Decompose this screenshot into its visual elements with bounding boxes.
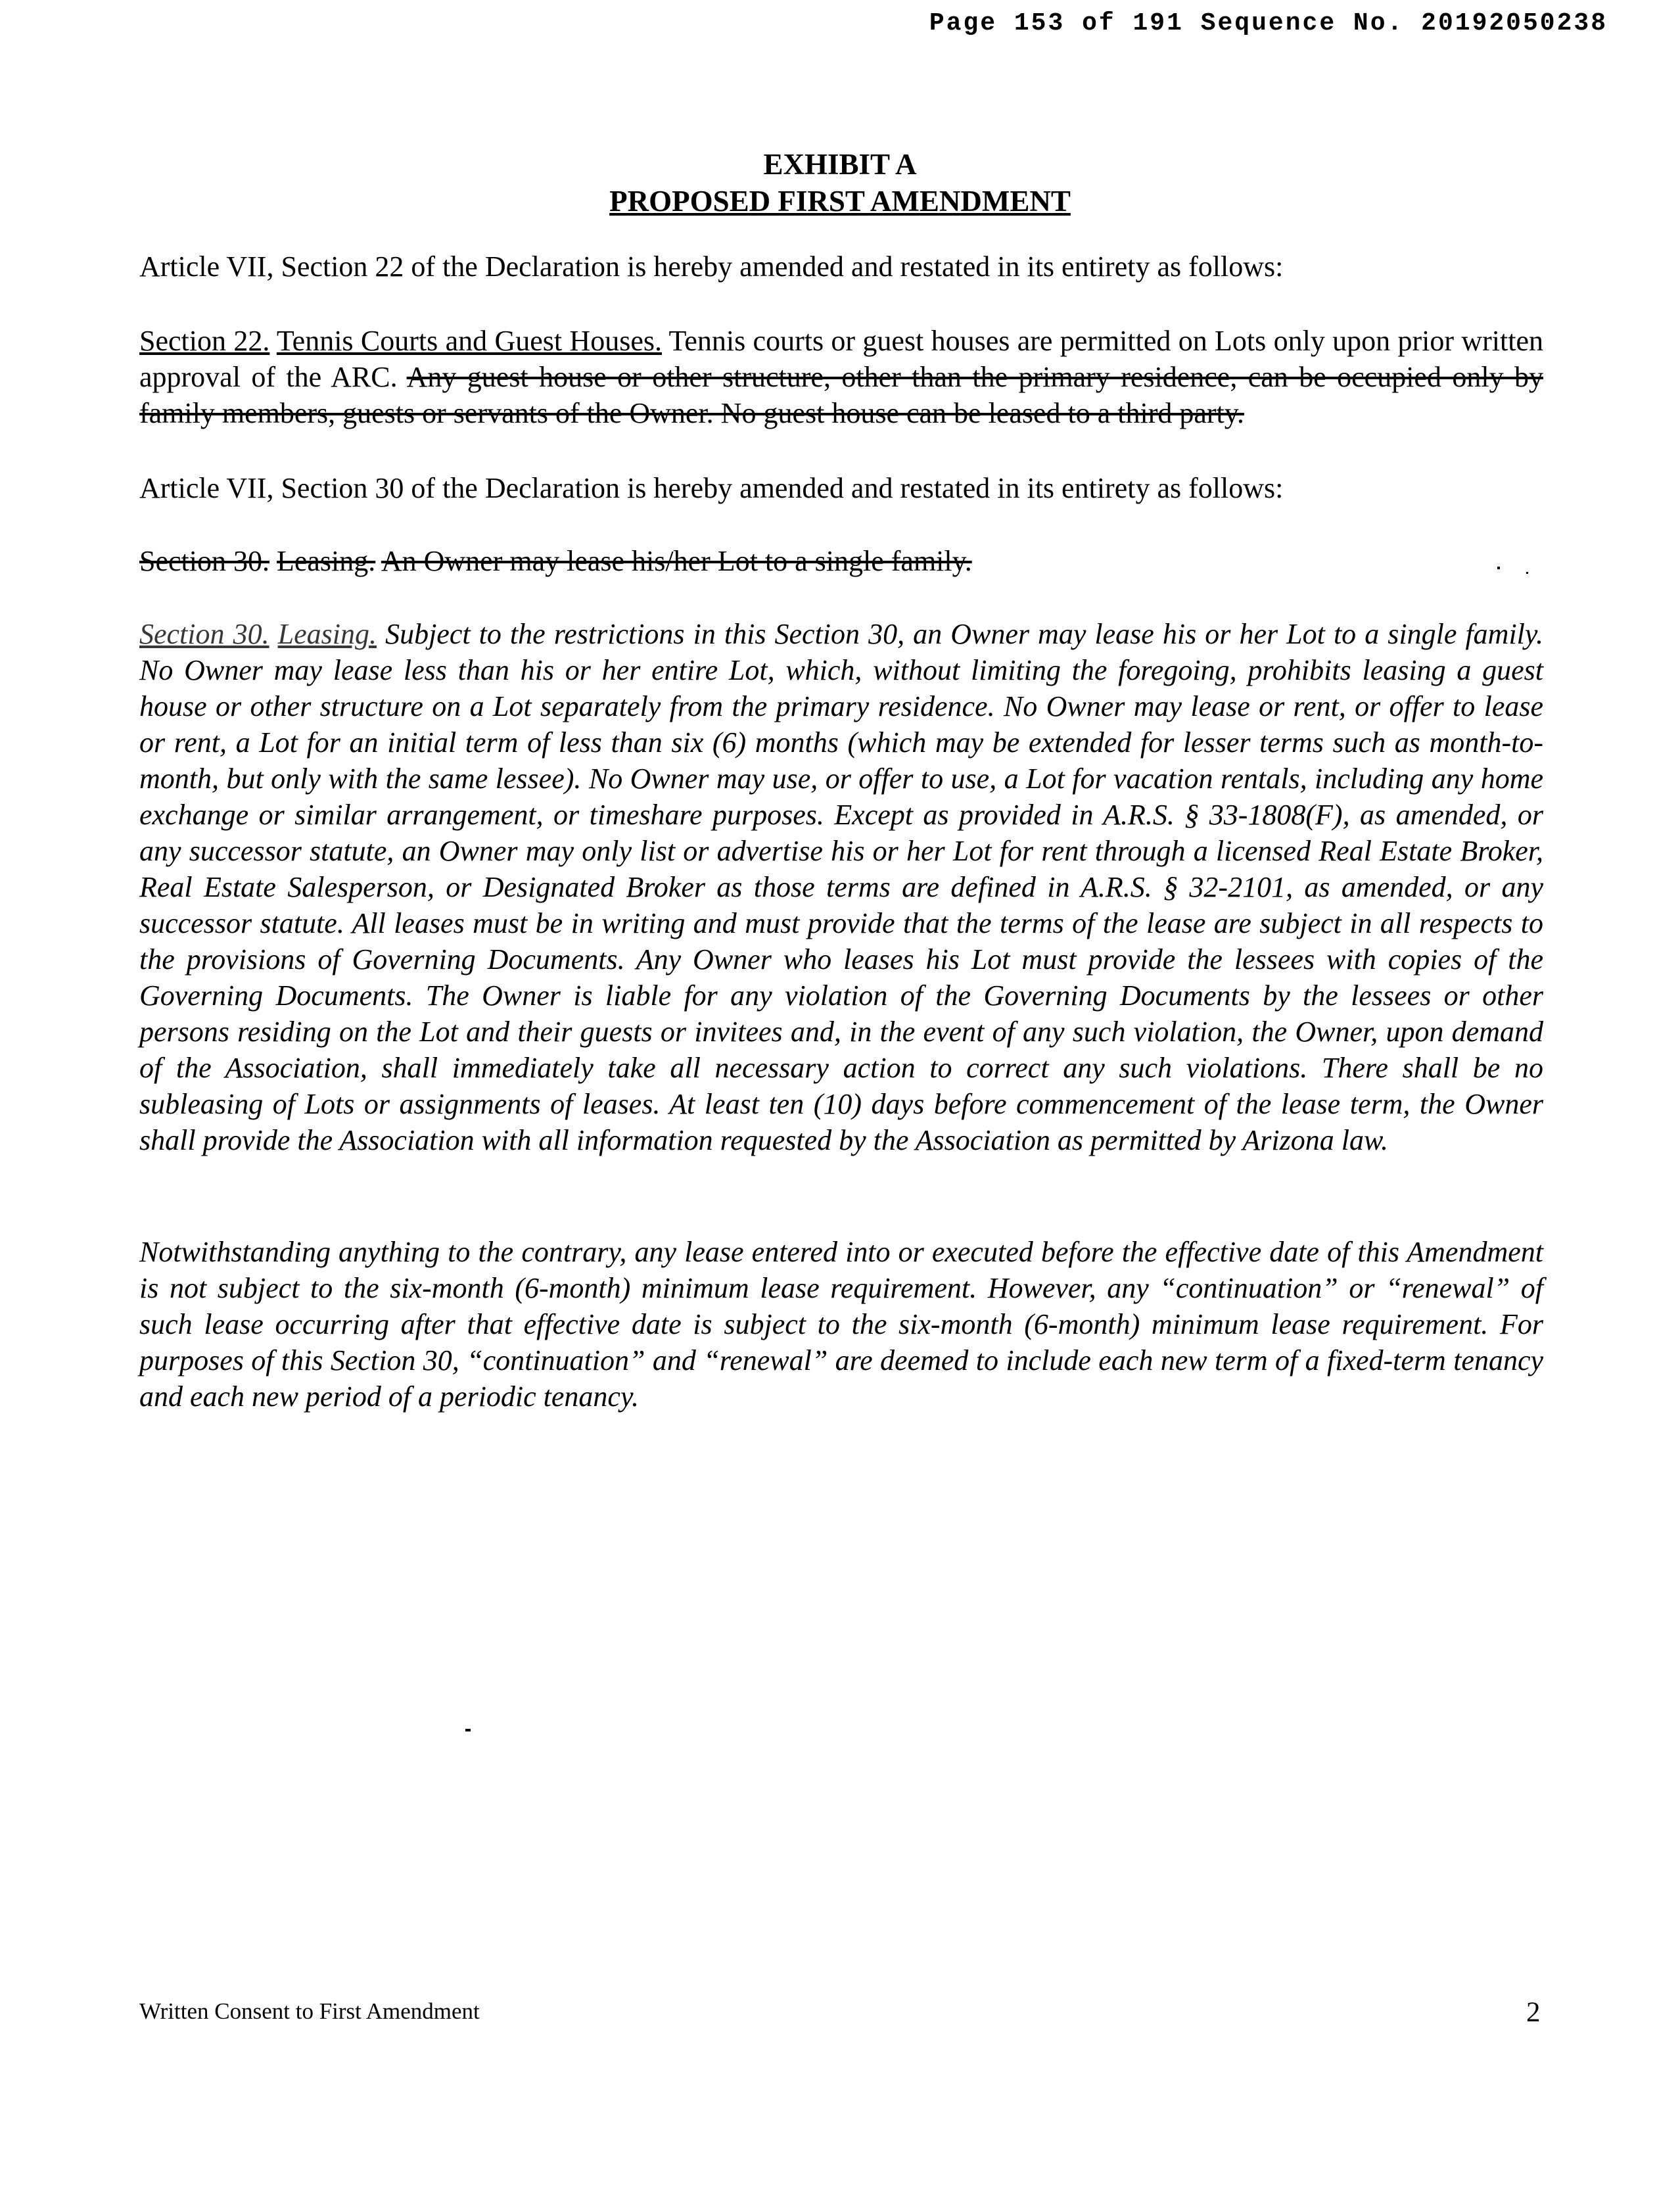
section-30-new-number: Section 30. <box>139 618 269 650</box>
section-30-old-number: Section 30. <box>139 545 269 577</box>
section-30-new-paragraph <box>139 616 1543 1158</box>
section-30-old-text: An Owner may lease his/her Lot to a single family. <box>381 545 972 577</box>
section-22-text: Tennis courts or guest houses are permitted on Lots only upon prior written approval of the ARC. <box>139 325 1543 393</box>
section-22-heading: Tennis Courts and Guest Houses. <box>276 325 662 357</box>
section-22-struck-text: Any guest house or other structure, other than the primary residence, can be occupied only by family members, guests or servants of the Owner. No guest house can be leased to a third party. <box>139 361 1543 429</box>
exhibit-title-line2: PROPOSED FIRST AMENDMENT <box>609 185 1071 218</box>
exhibit-title <box>0 146 1680 220</box>
exhibit-title-line1: EXHIBIT A <box>763 148 917 181</box>
footer-page-number: 2 <box>1526 1997 1541 2028</box>
page-sequence-header: Page 153 of 191 Sequence No. 20192050238 <box>929 9 1608 37</box>
section-30-old-heading: Leasing. <box>276 545 376 577</box>
section-30-new-text: Subject to the restrictions in this Section 30, an Owner may lease his or her Lot to a single family. No Owner may lease less than his or her entire Lot, which, without limiting the foregoing, prohibits leasing a guest house or other structure on a Lot separately from the primary residence. No Owner may lease or rent, or offer to lease or rent, a Lot for an initial term of less than six (6) months (which may be extended for lesser terms such as month-to-month, but only with the same lessee). No Owner may use, or offer to use, a Lot for vacation rentals, including any home exchange or similar arrangement, or timeshare purposes. Except as provided in A.R.S. § 33-1808(F), as amended, or any successor statute, an Owner may only list or advertise his or her Lot for rent through a licensed Real Estate Broker, Real Estate Salesperson, or Designated Broker as those terms are defined in A.R.S. § 32-2101, as amended, or any successor statute. All leases must be in writing and must provide that the terms of the lease are subject in all respects to the provisions of Governing Documents. Any Owner who leases his Lot must provide the lessees with copies of the Governing Documents. The Owner is liable for any violation of the Governing Documents by the lessees or other persons residing on the Lot and their guests or invitees and, in the event of any such violation, the Owner, upon demand of the Association, shall immediately take all necessary action to correct any such violations. There shall be no subleasing of Lots or assignments of leases. At least ten (10) days before commencement of the lease term, the Owner shall provide the Association with all information requested by the Association as permitted by Arizona law. <box>139 618 1543 1156</box>
section-22-number: Section 22. <box>139 325 270 357</box>
intro-section-30: Article VII, Section 30 of the Declaration is hereby amended and restated in its entirety as follows: <box>139 472 1284 504</box>
scan-speck <box>465 1729 471 1731</box>
notwithstanding-paragraph: Notwithstanding anything to the contrary, any lease entered into or executed before the effective date of this Amendment is not subject to the six-month (6-month) minimum lease requirement. However, any “continuation” or “renewal” of such lease occurring after that effective date is subject to the six-month (6-month) minimum lease requirement. For purposes of this Section 30, “continuation” and “renewal” are deemed to include each new term of a fixed-term tenancy and each new period of a periodic tenancy. <box>139 1236 1543 1413</box>
section-22-paragraph <box>139 323 1543 431</box>
scan-speck <box>1526 572 1528 574</box>
intro-section-22: Article VII, Section 22 of the Declaration is hereby amended and restated in its entirety as follows: <box>139 250 1284 283</box>
footer-document-title: Written Consent to First Amendment <box>139 1998 480 2024</box>
scan-speck <box>1497 567 1500 569</box>
section-30-old-paragraph <box>139 543 1543 579</box>
section-30-new-heading: Leasing. <box>277 618 377 650</box>
